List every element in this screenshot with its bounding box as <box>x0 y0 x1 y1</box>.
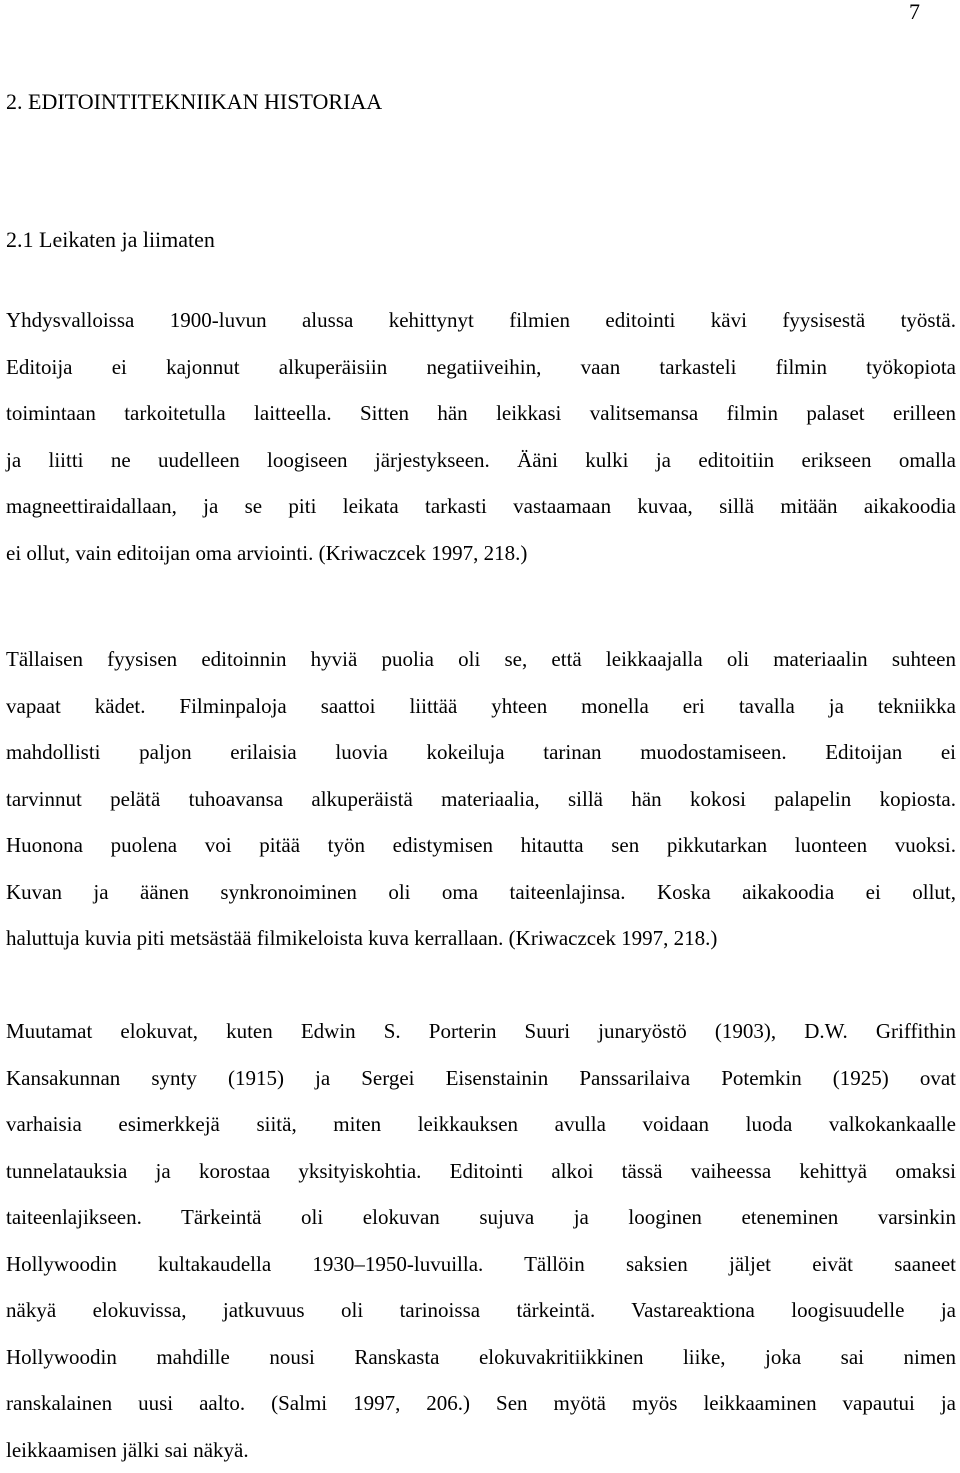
text-line: Muutamat elokuvat, kuten Edwin S. Porterin Suuri junaryöstö (1903), D.W. Griffithin <box>6 1008 956 1055</box>
text-line: tarvinnut pelätä tuhoavansa alkuperäistä materiaalia, sillä hän kokosi palapelin kopiosta. <box>6 776 956 823</box>
text-line: vapaat kädet. Filminpaloja saattoi liittää yhteen monella eri tavalla ja tekniikka <box>6 683 956 730</box>
chapter-title: 2. EDITOINTITEKNIIKAN HISTORIAA <box>6 84 382 120</box>
text-line: Hollywoodin mahdille nousi Ranskasta elokuvakritiikkinen liike, joka sai nimen <box>6 1334 956 1381</box>
section-title: 2.1 Leikaten ja liimaten <box>6 222 215 258</box>
text-line: leikkaamisen jälki sai näkyä. <box>6 1427 956 1473</box>
text-line: varhaisia esimerkkejä siitä, miten leikkauksen avulla voidaan luoda valkokankaalle <box>6 1101 956 1148</box>
text-line: haluttuja kuvia piti metsästää filmikeloista kuva kerrallaan. (Kriwaczcek 1997, 218.) <box>6 915 956 962</box>
text-line: näkyä elokuvissa, jatkuvuus oli tarinoissa tärkeintä. Vastareaktiona loogisuudelle ja <box>6 1287 956 1334</box>
paragraph-1 <box>6 297 956 576</box>
text-line: tunnelatauksia ja korostaa yksityiskohtia. Editointi alkoi tässä vaiheessa kehittyä omaksi <box>6 1148 956 1195</box>
text-line: Kuvan ja äänen synkronoiminen oli oma taiteenlajinsa. Koska aikakoodia ei ollut, <box>6 869 956 916</box>
text-line: Tällaisen fyysisen editoinnin hyviä puolia oli se, että leikkaajalla oli materiaalin suhteen <box>6 636 956 683</box>
text-line: mahdollisti paljon erilaisia luovia kokeiluja tarinan muodostamiseen. Editoijan ei <box>6 729 956 776</box>
text-line: taiteenlajikseen. Tärkeintä oli elokuvan sujuva ja looginen eteneminen varsinkin <box>6 1194 956 1241</box>
text-line: Kansakunnan synty (1915) ja Sergei Eisenstainin Panssarilaiva Potemkin (1925) ovat <box>6 1055 956 1102</box>
text-line: magneettiraidallaan, ja se piti leikata tarkasti vastaamaan kuvaa, sillä mitään aikakoodia <box>6 483 956 530</box>
text-line: ja liitti ne uudelleen loogiseen järjestykseen. Ääni kulki ja editoitiin erikseen omalla <box>6 437 956 484</box>
text-line: Editoija ei kajonnut alkuperäisiin negatiiveihin, vaan tarkasteli filmin työkopiota <box>6 344 956 391</box>
paragraph-3 <box>6 1008 956 1473</box>
text-line: Huonona puolena voi pitää työn edistymisen hitautta sen pikkutarkan luonteen vuoksi. <box>6 822 956 869</box>
paragraph-2 <box>6 636 956 962</box>
page-number: 7 <box>909 0 920 32</box>
text-line: toimintaan tarkoitetulla laitteella. Sitten hän leikkasi valitsemansa filmin palaset erilleen <box>6 390 956 437</box>
text-line: ei ollut, vain editoijan oma arviointi. (Kriwaczcek 1997, 218.) <box>6 530 956 577</box>
text-line: Hollywoodin kultakaudella 1930–1950-luvuilla. Tällöin saksien jäljet eivät saaneet <box>6 1241 956 1288</box>
text-line: Yhdysvalloissa 1900-luvun alussa kehittynyt filmien editointi kävi fyysisestä työstä. <box>6 297 956 344</box>
text-line: ranskalainen uusi aalto. (Salmi 1997, 206.) Sen myötä myös leikkaaminen vapautui ja <box>6 1380 956 1427</box>
